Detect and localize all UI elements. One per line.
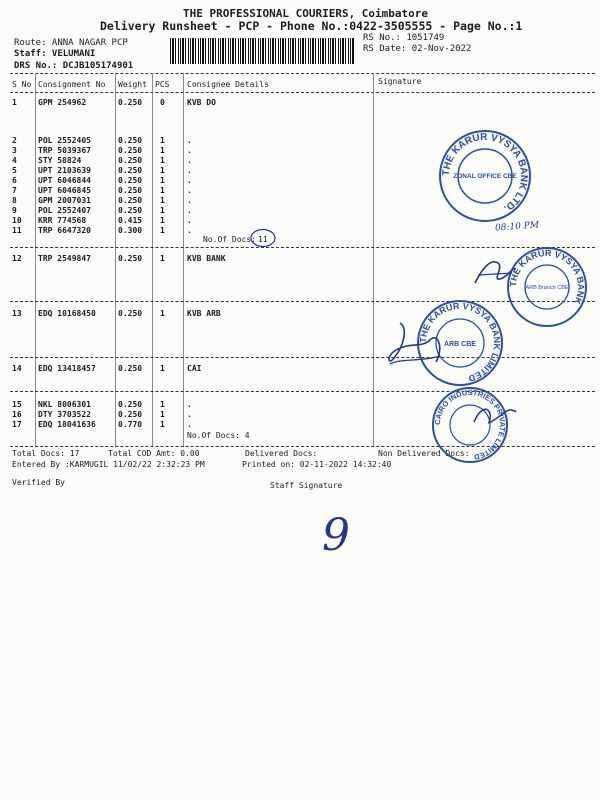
row-weight: 0.250 xyxy=(118,176,143,185)
row-weight: 0.250 xyxy=(118,186,143,195)
row-consignment: TRP 5039367 xyxy=(38,146,91,155)
row-pcs: 1 xyxy=(160,400,165,409)
row-consignment: TRP 2549847 xyxy=(38,254,91,263)
row-weight: 0.250 xyxy=(118,146,143,155)
row-consignee: . xyxy=(187,410,192,419)
route-label: Route: ANNA NAGAR PCP xyxy=(14,38,128,48)
svg-text:ARB CBE: ARB CBE xyxy=(444,341,476,348)
row-consignee: . xyxy=(187,166,192,175)
row-consignment: EDQ 13418457 xyxy=(38,364,96,373)
row-consignment: KRR 774568 xyxy=(38,216,87,225)
rs-number: RS No.: 1051749 xyxy=(363,33,445,43)
entered-by: Entered By :KARMUGIL 11/02/22 2:32:23 PM xyxy=(12,460,205,469)
row-consignee: KVB DO xyxy=(187,98,216,107)
row-pcs: 1 xyxy=(160,410,165,419)
row-pcs: 1 xyxy=(160,166,165,175)
signature-scribble xyxy=(470,400,520,430)
row-consignment: NKL 8006301 xyxy=(38,400,91,409)
row-consignee: . xyxy=(187,400,192,409)
total-docs: Total Docs: 17 xyxy=(12,449,80,458)
row-consignment: DTY 3703522 xyxy=(38,410,91,419)
svg-text:ARB Branch CBE: ARB Branch CBE xyxy=(525,285,569,291)
row-consignee: CAI xyxy=(187,364,202,373)
row-consignee: . xyxy=(187,226,192,235)
handwritten-page-number: 9 xyxy=(322,510,350,561)
row-consignment: UPT 6046844 xyxy=(38,176,91,185)
row-consignee: . xyxy=(187,216,192,225)
svg-text:ZONAL OFFICE CBE: ZONAL OFFICE CBE xyxy=(453,173,517,180)
header-rule-bottom xyxy=(10,92,595,93)
row-weight: 0.250 xyxy=(118,400,143,409)
row-weight: 0.250 xyxy=(118,166,143,175)
row-consignment: UPT 6046845 xyxy=(38,186,91,195)
row-sno: 8 xyxy=(12,196,17,205)
row-consignment: TRP 6647320 xyxy=(38,226,91,235)
row-consignee: KVB ARB xyxy=(187,309,221,318)
svg-text:THE KARUR VYSYA BANK LTD.: THE KARUR VYSYA BANK LTD. xyxy=(440,131,530,214)
row-rule xyxy=(10,357,595,358)
row-sno: 11 xyxy=(12,226,22,235)
row-pcs: 1 xyxy=(160,420,165,429)
row-consignment: EDQ 18041636 xyxy=(38,420,96,429)
row-pcs: 1 xyxy=(160,146,165,155)
row-sno: 1 xyxy=(12,98,17,107)
row-weight: 0.300 xyxy=(118,226,143,235)
barcode-lower xyxy=(170,55,355,64)
circle-mark xyxy=(248,227,278,249)
row-consignee: KVB BANK xyxy=(187,254,226,263)
verified-by: Verified By xyxy=(12,478,65,487)
company-title: THE PROFESSIONAL COURIERS, Coimbatore xyxy=(183,7,429,20)
row-weight: 0.250 xyxy=(118,410,143,419)
col-consignment: Consignment No xyxy=(38,80,106,89)
row-sno: 17 xyxy=(12,420,22,429)
non-delivered-docs: Non Delivered Docs: xyxy=(378,449,470,458)
row-consignee: . xyxy=(187,420,192,429)
row-pcs: 1 xyxy=(160,226,165,235)
row-pcs: 1 xyxy=(160,309,165,318)
row-consignment: POL 2552407 xyxy=(38,206,91,215)
printed-on: Printed on: 02-11-2022 14:32:40 xyxy=(242,460,392,469)
row-weight: 0.250 xyxy=(118,364,143,373)
group-docs-value: 11 xyxy=(258,235,268,244)
col-pcs: PCS xyxy=(155,80,170,89)
barcode xyxy=(170,38,355,55)
row-weight: 0.250 xyxy=(118,98,143,107)
staff-label: Staff: VELUMANI xyxy=(14,49,96,59)
delivered-docs: Delivered Docs: xyxy=(245,449,318,458)
row-sno: 10 xyxy=(12,216,22,225)
row-pcs: 1 xyxy=(160,364,165,373)
row-consignment: GPM 254962 xyxy=(38,98,87,107)
svg-text:CAIRO INDUSTRIES PRIVATE LIMIT: CAIRO INDUSTRIES PRIVATE LIMITED xyxy=(432,387,508,462)
row-sno: 13 xyxy=(12,309,22,318)
row-consignee: . xyxy=(187,206,192,215)
row-pcs: 1 xyxy=(160,254,165,263)
handwritten-time: 08:10 PM xyxy=(494,220,540,234)
row-pcs: 1 xyxy=(160,216,165,225)
svg-text:THE KARUR VYSYA BANK: THE KARUR VYSYA BANK xyxy=(507,247,587,306)
row-pcs: 1 xyxy=(160,156,165,165)
row-consignee: . xyxy=(187,176,192,185)
row-pcs: 0 xyxy=(160,98,165,107)
row-consignee: . xyxy=(187,136,192,145)
bank-round-stamp xyxy=(437,128,533,224)
row-sno: 15 xyxy=(12,400,22,409)
row-pcs: 1 xyxy=(160,206,165,215)
signature-scribble xyxy=(380,318,450,373)
row-sno: 4 xyxy=(12,156,17,165)
row-sno: 9 xyxy=(12,206,17,215)
col-signature: Signature xyxy=(378,77,422,86)
rs-date: RS Date: 02-Nov-2022 xyxy=(363,44,472,54)
group-docs-label: No.Of Docs: xyxy=(203,235,256,244)
row-sno: 14 xyxy=(12,364,22,373)
svg-text:THE KARUR VYSYA BANK LIMITED: THE KARUR VYSYA BANK LIMITED xyxy=(417,300,503,384)
row-consignment: UPT 2103639 xyxy=(38,166,91,175)
row-pcs: 1 xyxy=(160,196,165,205)
runsheet-title: Delivery Runsheet - PCP - Phone No.:0422-3505555 - Page No.:1 xyxy=(100,19,523,33)
row-pcs: 1 xyxy=(160,136,165,145)
row-weight: 0.250 xyxy=(118,206,143,215)
row-weight: 0.250 xyxy=(118,136,143,145)
total-cod: Total COD Amt: 0.00 xyxy=(108,449,200,458)
row-consignment: EDQ 10168450 xyxy=(38,309,96,318)
row-consignment: STY 58824 xyxy=(38,156,82,165)
row-sno: 2 xyxy=(12,136,17,145)
col-weight: Weight xyxy=(118,80,147,89)
row-sno: 16 xyxy=(12,410,22,419)
row-pcs: 1 xyxy=(160,186,165,195)
row-weight: 0.250 xyxy=(118,309,143,318)
row-sno: 12 xyxy=(12,254,22,263)
row-weight: 0.415 xyxy=(118,216,143,225)
row-weight: 0.250 xyxy=(118,254,143,263)
row-consignee: . xyxy=(187,156,192,165)
col-consignee: Consignee Details xyxy=(187,80,269,89)
row-weight: 0.250 xyxy=(118,156,143,165)
row-consignment: POL 2552405 xyxy=(38,136,91,145)
row-sno: 6 xyxy=(12,176,17,185)
drs-number: DRS No.: DCJB105174901 xyxy=(14,61,134,71)
col-sno: S No xyxy=(12,80,32,89)
row-sno: 5 xyxy=(12,166,17,175)
row-weight: 0.770 xyxy=(118,420,143,429)
row-consignment: GPM 2007031 xyxy=(38,196,91,205)
row-sno: 3 xyxy=(12,146,17,155)
row-consignee: . xyxy=(187,196,192,205)
staff-signature-label: Staff Signature xyxy=(270,481,343,490)
header-rule-top xyxy=(10,73,595,74)
group-docs-last: No.Of Docs: 4 xyxy=(187,431,250,440)
row-sno: 7 xyxy=(12,186,17,195)
row-consignee: . xyxy=(187,146,192,155)
row-pcs: 1 xyxy=(160,176,165,185)
signature-scribble xyxy=(470,255,520,290)
row-weight: 0.250 xyxy=(118,196,143,205)
row-consignee: . xyxy=(187,186,192,195)
